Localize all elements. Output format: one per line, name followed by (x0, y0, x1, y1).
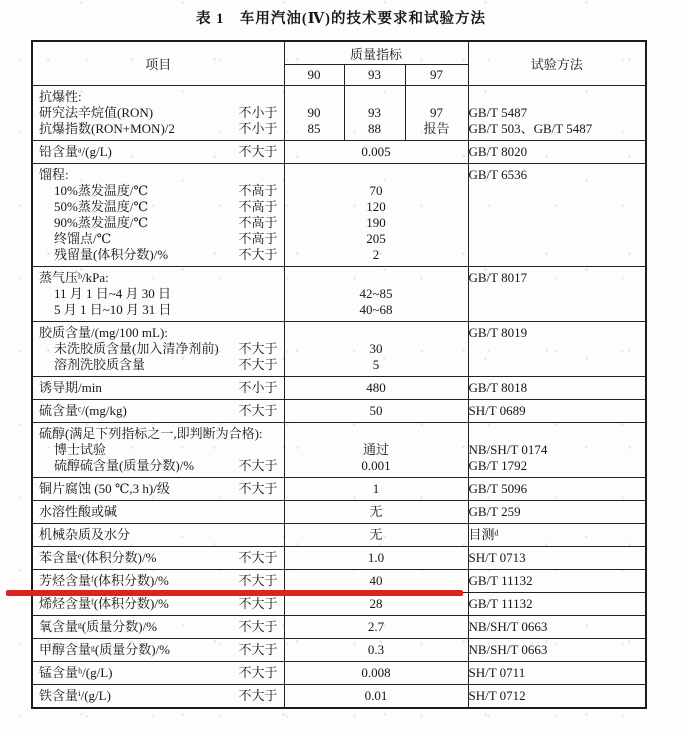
table-row (32, 400, 646, 423)
limit-qualifier-label: 不大于 (238, 688, 278, 703)
grade-value-cell: 97 (405, 105, 468, 121)
table-row (32, 662, 646, 685)
item-cell (32, 547, 284, 570)
item-cell (32, 639, 284, 662)
table-row (32, 639, 646, 662)
item-label: 胶质含量/(mg/100 mL): (39, 325, 168, 340)
item-cell (32, 458, 284, 478)
value-cell: 5 (372, 357, 380, 372)
limit-qualifier-label: 不大于 (238, 357, 278, 372)
item-cell (32, 247, 284, 267)
table-row (32, 423, 646, 443)
test-method-cell (468, 231, 646, 247)
item-label: 水溶性酸或碱 (39, 504, 118, 519)
limit-qualifier-label: 不大于 (238, 458, 278, 473)
grade-value-cell (405, 86, 468, 106)
table-row (32, 501, 646, 524)
item-label: 50%蒸发温度/℃ (54, 199, 148, 214)
limit-qualifier-label: 不大于 (238, 481, 278, 496)
value-cell: 1 (372, 481, 380, 496)
test-method-cell: SH/T 0713 (468, 547, 646, 570)
table-row (32, 524, 646, 547)
table-row (32, 183, 646, 199)
test-method-cell (468, 199, 646, 215)
table-row (32, 164, 646, 184)
item-label: 蒸气压ᵇ/kPa: (39, 270, 109, 285)
test-method-cell (468, 423, 646, 443)
value-cell (284, 164, 468, 184)
table-row (32, 685, 646, 709)
value-cell: 1.0 (367, 550, 385, 565)
test-method-cell: GB/T 259 (468, 501, 646, 524)
item-cell (32, 215, 284, 231)
value-cell (284, 267, 468, 287)
limit-qualifier-label: 不高于 (238, 215, 278, 230)
table-row (32, 247, 646, 267)
table-section (32, 267, 646, 322)
test-method-cell: GB/T 5096 (468, 478, 646, 501)
item-cell (32, 357, 284, 377)
table-section (32, 164, 646, 267)
item-cell (32, 267, 284, 287)
table-section (32, 86, 646, 141)
limit-qualifier-label: 不大于 (238, 403, 278, 418)
test-method-cell (468, 357, 646, 377)
item-label: 铜片腐蚀 (50 ℃,3 h)/级 (39, 481, 170, 496)
test-method-cell: GB/T 1792 (468, 458, 646, 478)
table-title: 表 1 车用汽油(Ⅳ)的技术要求和试验方法 (196, 11, 486, 27)
test-method-cell (468, 286, 646, 302)
limit-qualifier-label: 不高于 (238, 199, 278, 214)
item-label: 甲醇含量ᵍ(质量分数)/% (39, 642, 171, 657)
value-cell: 40~68 (359, 302, 393, 317)
col-header-grade-90: 90 (307, 67, 321, 82)
item-cell (32, 501, 284, 524)
item-label: 苯含量ᵉ(体积分数)/% (39, 550, 157, 565)
col-header-item: 项目 (32, 41, 284, 86)
test-method-cell: GB/T 503、GB/T 5487 (468, 121, 646, 141)
header-row-top (32, 41, 646, 65)
item-label: 铅含量ᵃ/(g/L) (39, 144, 112, 159)
item-label: 终馏点/℃ (54, 231, 112, 246)
table-section (32, 616, 646, 639)
item-label: 抗爆性: (39, 89, 82, 104)
test-method-cell: SH/T 0712 (468, 685, 646, 709)
table-section (32, 547, 646, 570)
value-cell: 40 (369, 573, 383, 588)
value-cell: 0.01 (364, 688, 388, 703)
spec-table (31, 40, 647, 709)
item-cell (32, 141, 284, 164)
col-header-quality: 质量指标 (284, 41, 468, 65)
item-cell (32, 616, 284, 639)
test-method-cell (468, 86, 646, 106)
item-label: 90%蒸发温度/℃ (54, 215, 148, 230)
item-cell (32, 685, 284, 709)
test-method-cell: GB/T 5487 (468, 105, 646, 121)
item-label: 氧含量ᵍ(质量分数)/% (39, 619, 158, 634)
value-cell: 无 (369, 527, 383, 542)
table-row (32, 105, 646, 121)
table-section (32, 685, 646, 709)
item-label: 未洗胶质含量(加入清净剂前) (54, 341, 219, 356)
item-label: 馏程: (39, 167, 69, 182)
item-cell (32, 442, 284, 458)
table-row (32, 215, 646, 231)
table-row (32, 442, 646, 458)
limit-qualifier-label: 不高于 (238, 231, 278, 246)
item-cell (32, 302, 284, 322)
table-row (32, 231, 646, 247)
grade-value-cell: 报告 (405, 121, 468, 141)
table-row (32, 377, 646, 400)
test-method-cell (468, 302, 646, 322)
item-cell (32, 183, 284, 199)
value-cell: 0.008 (361, 665, 391, 680)
red-highlight-line (6, 590, 463, 596)
test-method-cell: GB/T 8017 (468, 267, 646, 287)
value-cell: 42~85 (359, 286, 393, 301)
test-method-cell (468, 215, 646, 231)
table-row (32, 141, 646, 164)
item-label: 诱导期/min (39, 380, 102, 395)
value-cell: 205 (366, 231, 386, 246)
value-cell: 0.001 (361, 458, 391, 473)
item-cell (32, 377, 284, 400)
table-row (32, 478, 646, 501)
test-method-cell: NB/SH/T 0663 (468, 616, 646, 639)
table-row (32, 121, 646, 141)
value-cell: 70 (369, 183, 383, 198)
item-label: 烯烃含量ᶠ(体积分数)/% (39, 596, 169, 611)
table-row (32, 302, 646, 322)
test-method-cell: GB/T 6536 (468, 164, 646, 184)
test-method-cell (468, 183, 646, 199)
table-row (32, 267, 646, 287)
limit-qualifier-label: 不大于 (238, 596, 278, 611)
item-cell (32, 121, 284, 141)
table-section (32, 377, 646, 400)
table-section (32, 322, 646, 377)
item-cell (32, 524, 284, 547)
item-cell (32, 86, 284, 106)
item-label: 残留量(体积分数)/% (54, 247, 169, 262)
table-section (32, 639, 646, 662)
table-section (32, 478, 646, 501)
item-label: 11 月 1 日~4 月 30 日 (54, 286, 172, 301)
value-cell: 50 (369, 403, 383, 418)
item-label: 锰含量ʰ/(g/L) (39, 665, 113, 680)
table-section (32, 423, 646, 478)
limit-qualifier-label: 不高于 (238, 183, 278, 198)
item-cell (32, 400, 284, 423)
item-label: 硫醇硫含量(质量分数)/% (54, 458, 195, 473)
table-section (32, 400, 646, 423)
table-row (32, 547, 646, 570)
item-cell (32, 341, 284, 357)
value-cell: 120 (366, 199, 386, 214)
item-cell (32, 231, 284, 247)
grade-value-cell: 85 (307, 121, 321, 136)
table-section (32, 662, 646, 685)
value-cell: 通过 (362, 442, 389, 457)
item-cell (32, 322, 284, 342)
value-cell: 2.7 (367, 619, 385, 634)
limit-qualifier-label: 不大于 (238, 573, 278, 588)
limit-qualifier-label: 不大于 (238, 665, 278, 680)
grade-value-cell: 88 (344, 121, 405, 141)
item-cell (32, 164, 284, 184)
test-method-cell: GB/T 8020 (468, 141, 646, 164)
value-cell (284, 322, 468, 342)
value-cell: 190 (366, 215, 386, 230)
table-row (32, 86, 646, 106)
value-cell: 0.005 (361, 144, 391, 159)
table-row (32, 341, 646, 357)
test-method-cell: SH/T 0711 (468, 662, 646, 685)
col-header-method: 试验方法 (468, 41, 646, 86)
item-cell (32, 478, 284, 501)
test-method-cell (468, 341, 646, 357)
item-cell (32, 199, 284, 215)
test-method-cell: SH/T 0689 (468, 400, 646, 423)
item-cell (32, 105, 284, 121)
item-label: 研究法辛烷值(RON) (39, 105, 154, 120)
table-row (32, 357, 646, 377)
limit-qualifier-label: 不大于 (238, 341, 278, 356)
table-section (32, 524, 646, 547)
item-cell (32, 423, 284, 443)
table-header (32, 41, 646, 86)
test-method-cell (468, 247, 646, 267)
item-label: 铁含量ⁱ/(g/L) (39, 688, 111, 703)
grade-value-cell: 90 (307, 105, 321, 120)
value-cell: 28 (369, 596, 383, 611)
table-row (32, 286, 646, 302)
limit-qualifier-label: 不大于 (238, 642, 278, 657)
item-label: 溶剂洗胶质含量 (54, 357, 146, 372)
test-method-cell: GB/T 11132 (468, 570, 646, 593)
col-header-grade-93: 93 (344, 65, 405, 86)
table-section (32, 501, 646, 524)
value-cell (284, 423, 468, 443)
grade-value-cell: 93 (344, 105, 405, 121)
limit-qualifier-label: 不大于 (238, 247, 278, 262)
test-method-cell: GB/T 8018 (468, 377, 646, 400)
item-label: 5 月 1 日~10 月 31 日 (54, 302, 172, 317)
table-section (32, 141, 646, 164)
test-method-cell: GB/T 11132 (468, 593, 646, 616)
value-cell: 无 (369, 504, 383, 519)
table-row (32, 199, 646, 215)
value-cell: 0.3 (367, 642, 385, 657)
item-cell (32, 662, 284, 685)
limit-qualifier-label: 不小于 (238, 121, 278, 136)
item-cell (32, 286, 284, 302)
value-cell: 30 (369, 341, 383, 356)
value-cell: 2 (372, 247, 380, 262)
table-row (32, 616, 646, 639)
grade-value-cell (284, 86, 344, 106)
item-label: 硫醇(满足下列指标之一,即判断为合格): (39, 426, 263, 441)
item-label: 芳烃含量ᶠ(体积分数)/% (39, 573, 169, 588)
limit-qualifier-label: 不大于 (238, 550, 278, 565)
item-label: 抗爆指数(RON+MON)/2 (39, 121, 175, 136)
test-method-cell: 目测ᵈ (468, 524, 646, 547)
limit-qualifier-label: 不小于 (238, 105, 278, 120)
test-method-cell: NB/SH/T 0663 (468, 639, 646, 662)
item-label: 机械杂质及水分 (39, 527, 131, 542)
item-label: 博士试验 (54, 442, 107, 457)
table-row (32, 322, 646, 342)
limit-qualifier-label: 不大于 (238, 619, 278, 634)
value-cell: 480 (366, 380, 386, 395)
col-header-grade-97: 97 (405, 65, 468, 86)
item-label: 硫含量ᶜ/(mg/kg) (39, 403, 127, 418)
table-row (32, 458, 646, 478)
limit-qualifier-label: 不小于 (238, 380, 278, 395)
test-method-cell: GB/T 8019 (468, 322, 646, 342)
item-label: 10%蒸发温度/℃ (54, 183, 148, 198)
test-method-cell: NB/SH/T 0174 (468, 442, 646, 458)
limit-qualifier-label: 不大于 (238, 144, 278, 159)
grade-value-cell (344, 86, 405, 106)
